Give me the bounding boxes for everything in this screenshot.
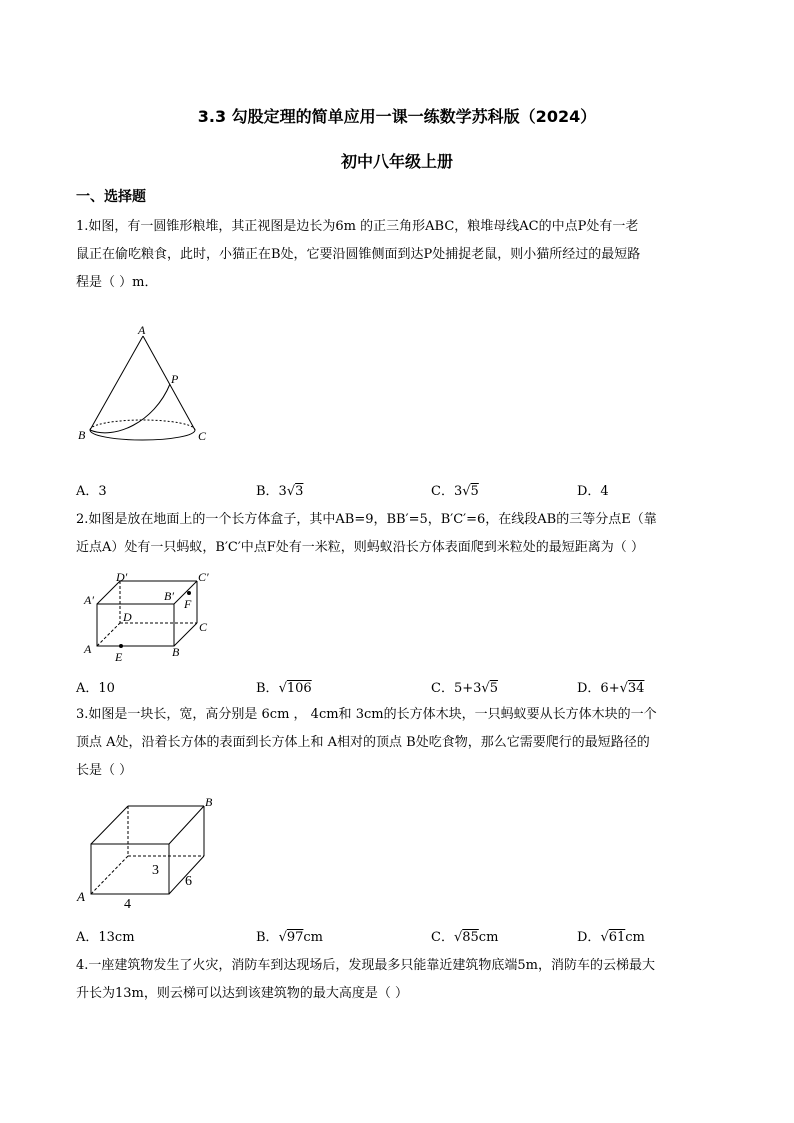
label-b-prime: B′ bbox=[164, 589, 174, 603]
label-b: B bbox=[78, 428, 86, 442]
label-p: P bbox=[171, 372, 179, 386]
question-3-text bbox=[76, 701, 724, 785]
question-line: 4.一座建筑物发生了火灾，消防车到达现场后，发现最多只能靠近建筑物底端5m，消防车的云梯最大 bbox=[76, 958, 656, 973]
cone-figure bbox=[74, 318, 224, 448]
sqrt-symbol: √ bbox=[619, 681, 628, 696]
radicand: 5 bbox=[470, 484, 479, 499]
label-c: C bbox=[199, 620, 208, 634]
point-f bbox=[187, 591, 191, 595]
radicand: 3 bbox=[295, 484, 304, 499]
option-label: A．10 bbox=[76, 681, 115, 696]
label-e: E bbox=[115, 650, 123, 664]
sqrt-symbol: √ bbox=[453, 930, 463, 945]
sqrt-symbol: √ bbox=[481, 681, 490, 696]
page-subtitle: 初中八年级上册 bbox=[340, 152, 453, 171]
radicand: 61 bbox=[608, 930, 626, 945]
question-line: 1.如图，有一圆锥形粮堆，其正视图是边长为6m 的正三角形ABC，粮堆母线AC的中点P处有一老 bbox=[76, 219, 639, 234]
sqrt-symbol: √ bbox=[600, 930, 609, 945]
option-2c bbox=[431, 677, 498, 696]
option-3c bbox=[431, 926, 498, 945]
question-line: 长是（ ） bbox=[76, 763, 133, 778]
box-figure bbox=[80, 566, 220, 666]
question-line: 程是（ ）m． bbox=[76, 275, 158, 290]
label-c-prime: C′ bbox=[198, 570, 209, 584]
option-2d bbox=[577, 677, 644, 696]
option-label: C．3 bbox=[431, 484, 463, 499]
question-2-text bbox=[76, 506, 724, 562]
radicand: 34 bbox=[627, 681, 645, 696]
label-f: F bbox=[184, 597, 192, 611]
label-b: B bbox=[172, 645, 180, 659]
section-heading: 一、选择题 bbox=[76, 189, 146, 205]
question-line: 顶点 A处，沿着长方体的表面到长方体上和 A相对的顶点 B处吃食物，那么它需要爬行的最短路径的 bbox=[76, 735, 650, 750]
option-3a bbox=[76, 926, 135, 945]
option-label: D．6+ bbox=[577, 681, 620, 696]
sqrt-symbol: √ bbox=[278, 930, 287, 945]
question-4-text bbox=[76, 952, 724, 1008]
label-width: 6 bbox=[185, 874, 192, 889]
sqrt-symbol: √ bbox=[462, 484, 471, 499]
label-length: 4 bbox=[124, 897, 131, 912]
option-label: C． bbox=[431, 930, 454, 945]
option-label: B． bbox=[256, 681, 279, 696]
label-a: A bbox=[84, 642, 92, 656]
option-2a bbox=[76, 677, 115, 696]
option-1d bbox=[577, 480, 609, 499]
question-line: 3.如图是一块长，宽，高分别是 6cm ， 4cm和 3cm的长方体木块，一只蚂蚁要从长方体木块的一个 bbox=[76, 707, 657, 722]
option-label: B． bbox=[256, 930, 279, 945]
page-title: 3.3 勾股定理的简单应用一课一练数学苏科版（2024） bbox=[197, 107, 597, 126]
option-label: C．5+3 bbox=[431, 681, 482, 696]
sqrt-symbol: √ bbox=[286, 484, 296, 499]
question-line: 2.如图是放在地面上的一个长方体盒子，其中AB=9，BB′=5，B′C′=6，在线段AB的三等分点E（靠 bbox=[76, 512, 657, 527]
option-label: A．13cm bbox=[76, 930, 135, 945]
option-label: D．4 bbox=[577, 484, 609, 499]
option-unit: cm bbox=[625, 930, 645, 945]
option-3b bbox=[256, 926, 323, 945]
question-line: 近点A）处有一只蚂蚁，B′C′中点F处有一米粒，则蚂蚁沿长方体表面爬到米粒处的最短距离为（ ） bbox=[76, 540, 644, 555]
question-1-text bbox=[76, 213, 724, 297]
option-1c bbox=[431, 480, 479, 499]
label-a: A bbox=[138, 323, 146, 337]
point-e bbox=[119, 644, 123, 648]
option-1a bbox=[76, 480, 107, 499]
option-label: B．3 bbox=[256, 484, 287, 499]
radicand: 5 bbox=[489, 681, 498, 696]
radicand: 97 bbox=[286, 930, 304, 945]
label-a: A bbox=[77, 889, 85, 904]
label-height: 3 bbox=[152, 863, 159, 878]
question-line: 鼠正在偷吃粮食，此时，小猫正在B处，它要沿圆锥侧面到达P处捕捉老鼠，则小猫所经过的最短路 bbox=[76, 247, 641, 262]
option-1b bbox=[256, 480, 303, 499]
label-c: C bbox=[198, 429, 207, 443]
option-3d bbox=[577, 926, 645, 945]
question-line: 升长为13m，则云梯可以达到该建筑物的最大高度是（ ） bbox=[76, 986, 409, 1001]
option-2b bbox=[256, 677, 312, 696]
sqrt-symbol: √ bbox=[278, 681, 287, 696]
option-label: A．3 bbox=[76, 484, 107, 499]
cuboid-figure bbox=[74, 794, 224, 914]
radicand: 106 bbox=[286, 681, 312, 696]
option-label: D． bbox=[577, 930, 601, 945]
radicand: 85 bbox=[462, 930, 479, 945]
label-d: D bbox=[123, 610, 132, 624]
label-d-prime: D′ bbox=[116, 570, 128, 584]
label-a-prime: A′ bbox=[84, 593, 94, 607]
option-unit: cm bbox=[478, 930, 499, 945]
label-b: B bbox=[205, 795, 213, 809]
option-unit: cm bbox=[303, 930, 324, 945]
